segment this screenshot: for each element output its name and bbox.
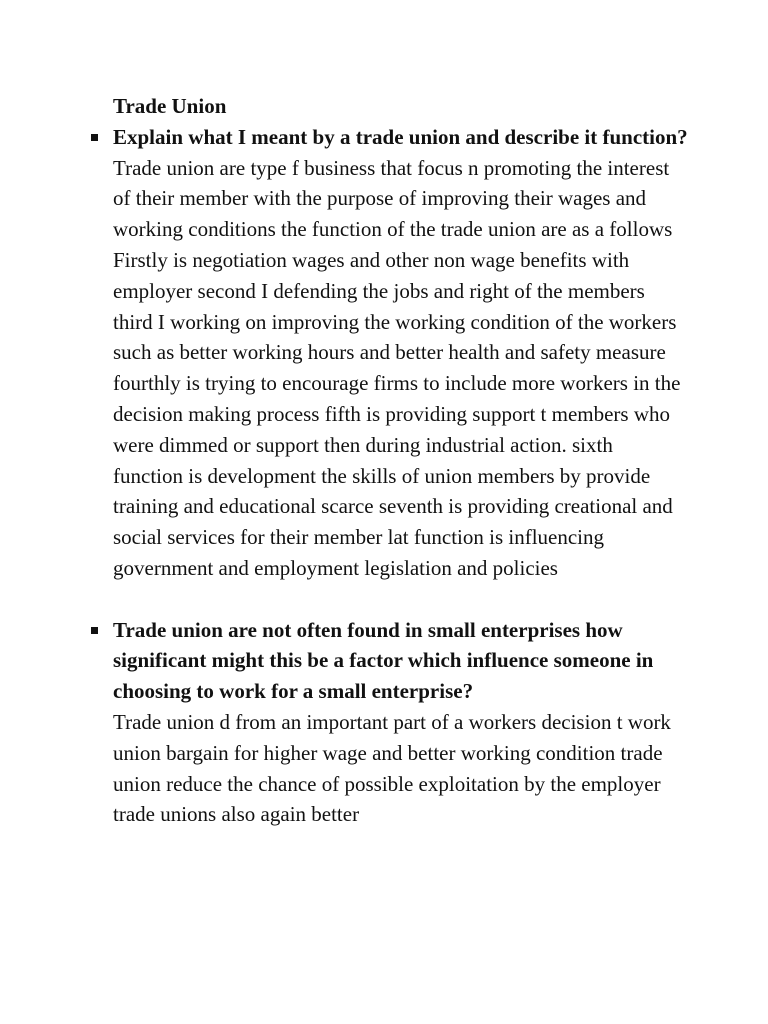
question-section-2 [113,615,688,831]
document-title: Trade Union [113,94,227,118]
paragraph-spacer [113,584,688,615]
answer-paragraph: Firstly is negotiation wages and other non wage benefits with employer second I defending the jobs and right of the members third I working on improving the working condition of the workers such as better working hours and better health and safety measure fourthly is trying to encourage firms to include more workers in the decision making process fifth is providing support t members who were dimmed or support then during industrial action. sixth function is development the skills of union members by provide training and educational scarce seventh is providing creational and social services for their member lat function is influencing government and employment legislation and policies [113,247,681,580]
question-text: Explain what I meant by a trade union and describe it function? [113,124,688,149]
question-text: Trade union are not often found in small enterprises how significant might this be a factor which influence someone in choosing to work for a small enterprise? [113,617,654,704]
document-body [113,91,688,830]
square-bullet-icon [91,134,98,141]
question-section-1 [113,122,688,584]
answer-paragraph: Trade union d from an important part of a workers decision t work union bargain for higher wage and better working condition trade union reduce the chance of possible exploitation by the employer trade unions also again better [113,709,671,827]
square-bullet-icon [91,627,98,634]
answer-paragraph: Trade union are type f business that focus n promoting the interest of their member with the purpose of improving their wages and working conditions the function of the trade union are as a follows [113,155,673,242]
